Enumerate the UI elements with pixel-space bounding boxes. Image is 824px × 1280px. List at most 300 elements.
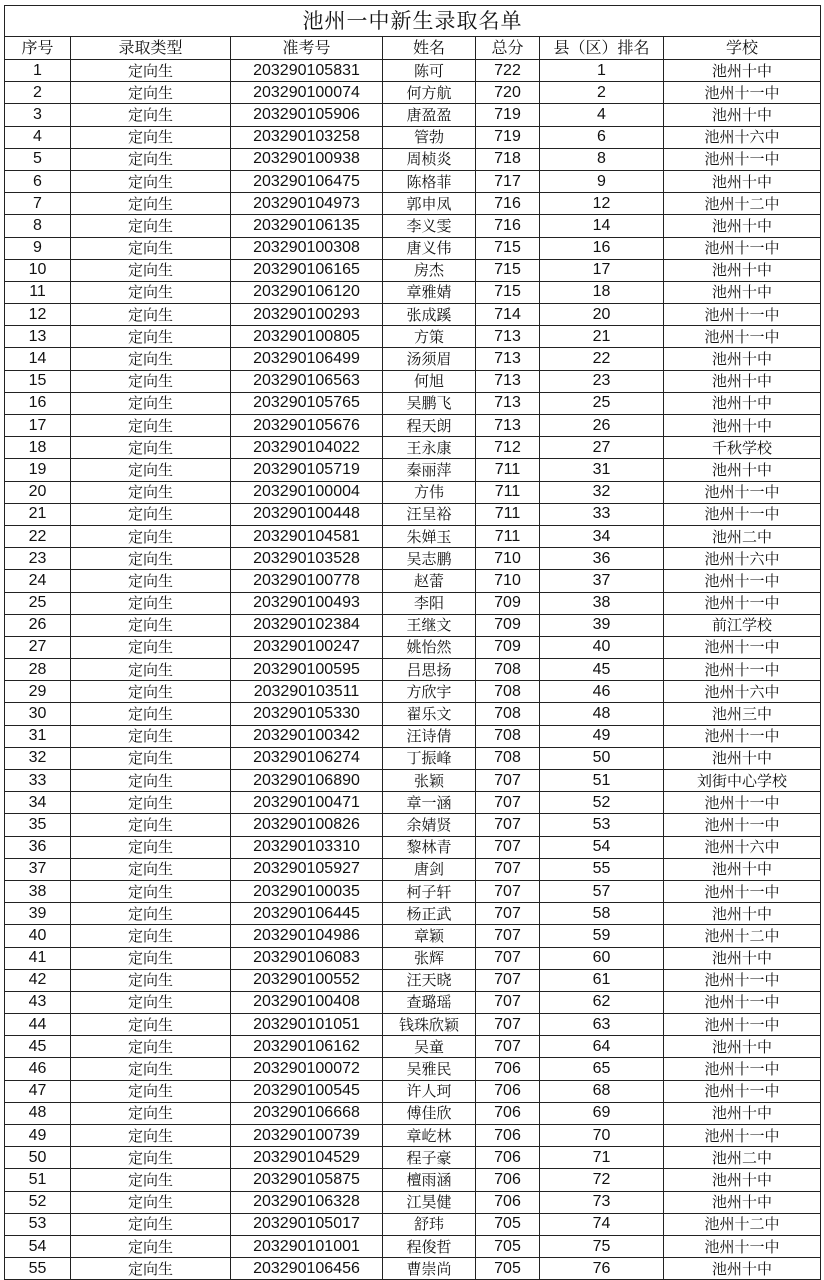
cell-total-score: 707	[476, 858, 540, 880]
cell-admission-type: 定向生	[71, 503, 231, 525]
cell-total-score: 720	[476, 82, 540, 104]
cell-name: 翟乐文	[383, 703, 476, 725]
cell-district-rank: 32	[540, 481, 664, 503]
cell-school: 池州十一中	[664, 1125, 821, 1147]
cell-exam-number: 203290100595	[231, 659, 383, 681]
cell-index: 6	[5, 170, 71, 192]
cell-index: 30	[5, 703, 71, 725]
cell-index: 54	[5, 1235, 71, 1257]
cell-index: 4	[5, 126, 71, 148]
cell-name: 吴志鹏	[383, 548, 476, 570]
cell-index: 43	[5, 991, 71, 1013]
cell-admission-type: 定向生	[71, 991, 231, 1013]
cell-admission-type: 定向生	[71, 770, 231, 792]
cell-total-score: 707	[476, 880, 540, 902]
cell-admission-type: 定向生	[71, 614, 231, 636]
cell-district-rank: 50	[540, 747, 664, 769]
cell-index: 49	[5, 1125, 71, 1147]
cell-total-score: 711	[476, 525, 540, 547]
cell-school: 池州十一中	[664, 1080, 821, 1102]
table-row	[5, 703, 821, 725]
cell-admission-type: 定向生	[71, 659, 231, 681]
cell-district-rank: 48	[540, 703, 664, 725]
cell-name: 江昊健	[383, 1191, 476, 1213]
cell-index: 8	[5, 215, 71, 237]
table-row	[5, 991, 821, 1013]
table-row	[5, 1147, 821, 1169]
cell-exam-number: 203290106165	[231, 259, 383, 281]
cell-exam-number: 203290100074	[231, 82, 383, 104]
cell-school: 池州十一中	[664, 481, 821, 503]
cell-district-rank: 59	[540, 925, 664, 947]
cell-name: 陈格菲	[383, 170, 476, 192]
cell-exam-number: 203290106162	[231, 1036, 383, 1058]
cell-name: 丁振峰	[383, 747, 476, 769]
cell-admission-type: 定向生	[71, 1258, 231, 1280]
cell-total-score: 713	[476, 415, 540, 437]
cell-school: 池州十中	[664, 459, 821, 481]
cell-school: 池州十六中	[664, 836, 821, 858]
cell-district-rank: 21	[540, 326, 664, 348]
cell-index: 29	[5, 681, 71, 703]
cell-index: 1	[5, 60, 71, 82]
table-row	[5, 326, 821, 348]
cell-name: 方欣宇	[383, 681, 476, 703]
cell-name: 王继文	[383, 614, 476, 636]
cell-name: 曹崇尚	[383, 1258, 476, 1280]
cell-district-rank: 76	[540, 1258, 664, 1280]
table-row	[5, 814, 821, 836]
cell-total-score: 707	[476, 903, 540, 925]
cell-admission-type: 定向生	[71, 858, 231, 880]
cell-exam-number: 203290106274	[231, 747, 383, 769]
cell-exam-number: 203290103511	[231, 681, 383, 703]
cell-district-rank: 58	[540, 903, 664, 925]
table-row	[5, 392, 821, 414]
cell-name: 汪诗倩	[383, 725, 476, 747]
cell-exam-number: 203290100004	[231, 481, 383, 503]
cell-school: 池州十一中	[664, 880, 821, 902]
cell-admission-type: 定向生	[71, 947, 231, 969]
cell-district-rank: 39	[540, 614, 664, 636]
cell-exam-number: 203290104986	[231, 925, 383, 947]
cell-total-score: 707	[476, 1014, 540, 1036]
cell-total-score: 707	[476, 991, 540, 1013]
cell-index: 15	[5, 370, 71, 392]
cell-name: 章颖	[383, 925, 476, 947]
cell-name: 黎林青	[383, 836, 476, 858]
cell-index: 36	[5, 836, 71, 858]
cell-admission-type: 定向生	[71, 437, 231, 459]
cell-district-rank: 12	[540, 193, 664, 215]
cell-exam-number: 203290100408	[231, 991, 383, 1013]
table-row	[5, 1125, 821, 1147]
cell-admission-type: 定向生	[71, 215, 231, 237]
cell-name: 章一涵	[383, 792, 476, 814]
cell-total-score: 713	[476, 326, 540, 348]
cell-total-score: 719	[476, 104, 540, 126]
admission-list-sheet	[4, 5, 820, 1277]
cell-name: 傅佳欣	[383, 1102, 476, 1124]
cell-index: 7	[5, 193, 71, 215]
cell-total-score: 708	[476, 725, 540, 747]
cell-school: 池州十一中	[664, 792, 821, 814]
cell-school: 池州十一中	[664, 503, 821, 525]
cell-name: 张成蹊	[383, 304, 476, 326]
cell-district-rank: 36	[540, 548, 664, 570]
cell-exam-number: 203290106083	[231, 947, 383, 969]
cell-name: 唐盈盈	[383, 104, 476, 126]
cell-total-score: 706	[476, 1191, 540, 1213]
cell-name: 何旭	[383, 370, 476, 392]
cell-name: 赵蕾	[383, 570, 476, 592]
cell-admission-type: 定向生	[71, 326, 231, 348]
table-row	[5, 659, 821, 681]
cell-admission-type: 定向生	[71, 392, 231, 414]
cell-admission-type: 定向生	[71, 126, 231, 148]
cell-exam-number: 203290106563	[231, 370, 383, 392]
cell-exam-number: 203290100448	[231, 503, 383, 525]
cell-index: 18	[5, 437, 71, 459]
cell-exam-number: 203290105017	[231, 1213, 383, 1235]
cell-name: 方策	[383, 326, 476, 348]
cell-district-rank: 2	[540, 82, 664, 104]
cell-admission-type: 定向生	[71, 747, 231, 769]
cell-admission-type: 定向生	[71, 1058, 231, 1080]
cell-total-score: 716	[476, 193, 540, 215]
cell-total-score: 712	[476, 437, 540, 459]
table-row	[5, 969, 821, 991]
cell-school: 池州十一中	[664, 725, 821, 747]
cell-total-score: 706	[476, 1147, 540, 1169]
cell-total-score: 718	[476, 148, 540, 170]
cell-index: 32	[5, 747, 71, 769]
cell-district-rank: 9	[540, 170, 664, 192]
cell-admission-type: 定向生	[71, 969, 231, 991]
header-row	[5, 37, 821, 60]
cell-admission-type: 定向生	[71, 814, 231, 836]
cell-index: 27	[5, 636, 71, 658]
cell-district-rank: 17	[540, 259, 664, 281]
cell-admission-type: 定向生	[71, 636, 231, 658]
cell-name: 姚怡然	[383, 636, 476, 658]
table-row	[5, 193, 821, 215]
cell-exam-number: 203290100739	[231, 1125, 383, 1147]
cell-school: 池州十中	[664, 281, 821, 303]
cell-index: 9	[5, 237, 71, 259]
cell-school: 池州十中	[664, 60, 821, 82]
cell-exam-number: 203290100552	[231, 969, 383, 991]
cell-district-rank: 38	[540, 592, 664, 614]
cell-district-rank: 40	[540, 636, 664, 658]
cell-school: 池州十中	[664, 903, 821, 925]
cell-admission-type: 定向生	[71, 1147, 231, 1169]
cell-school: 池州二中	[664, 1147, 821, 1169]
cell-district-rank: 55	[540, 858, 664, 880]
table-row	[5, 858, 821, 880]
table-row	[5, 1102, 821, 1124]
cell-district-rank: 61	[540, 969, 664, 991]
cell-index: 46	[5, 1058, 71, 1080]
table-row	[5, 947, 821, 969]
cell-school: 池州十中	[664, 858, 821, 880]
cell-exam-number: 203290103258	[231, 126, 383, 148]
cell-exam-number: 203290105927	[231, 858, 383, 880]
cell-admission-type: 定向生	[71, 570, 231, 592]
cell-name: 吴雅民	[383, 1058, 476, 1080]
cell-name: 余婧贤	[383, 814, 476, 836]
cell-school: 池州十六中	[664, 548, 821, 570]
cell-district-rank: 49	[540, 725, 664, 747]
cell-exam-number: 203290106668	[231, 1102, 383, 1124]
cell-school: 池州十中	[664, 1169, 821, 1191]
cell-exam-number: 203290100308	[231, 237, 383, 259]
cell-index: 55	[5, 1258, 71, 1280]
table-row	[5, 170, 821, 192]
cell-total-score: 709	[476, 614, 540, 636]
cell-index: 17	[5, 415, 71, 437]
cell-exam-number: 203290105765	[231, 392, 383, 414]
cell-total-score: 715	[476, 237, 540, 259]
cell-exam-number: 203290104973	[231, 193, 383, 215]
cell-index: 53	[5, 1213, 71, 1235]
cell-name: 王永康	[383, 437, 476, 459]
cell-school: 池州十中	[664, 348, 821, 370]
cell-district-rank: 60	[540, 947, 664, 969]
table-row	[5, 281, 821, 303]
cell-district-rank: 65	[540, 1058, 664, 1080]
cell-district-rank: 37	[540, 570, 664, 592]
cell-index: 51	[5, 1169, 71, 1191]
cell-index: 21	[5, 503, 71, 525]
cell-admission-type: 定向生	[71, 237, 231, 259]
table-row	[5, 82, 821, 104]
cell-admission-type: 定向生	[71, 193, 231, 215]
cell-school: 池州十中	[664, 415, 821, 437]
cell-index: 50	[5, 1147, 71, 1169]
cell-exam-number: 203290103528	[231, 548, 383, 570]
cell-total-score: 708	[476, 681, 540, 703]
cell-name: 李阳	[383, 592, 476, 614]
cell-total-score: 707	[476, 814, 540, 836]
cell-exam-number: 203290106456	[231, 1258, 383, 1280]
col-header-name: 姓名	[383, 37, 476, 60]
cell-district-rank: 70	[540, 1125, 664, 1147]
cell-total-score: 707	[476, 770, 540, 792]
cell-district-rank: 26	[540, 415, 664, 437]
cell-total-score: 705	[476, 1235, 540, 1257]
cell-total-score: 708	[476, 747, 540, 769]
cell-district-rank: 34	[540, 525, 664, 547]
cell-school: 池州十中	[664, 1102, 821, 1124]
cell-district-rank: 71	[540, 1147, 664, 1169]
cell-total-score: 706	[476, 1080, 540, 1102]
table-row	[5, 104, 821, 126]
cell-exam-number: 203290106890	[231, 770, 383, 792]
cell-exam-number: 203290105906	[231, 104, 383, 126]
cell-school: 池州二中	[664, 525, 821, 547]
cell-index: 22	[5, 525, 71, 547]
cell-district-rank: 45	[540, 659, 664, 681]
cell-name: 程子豪	[383, 1147, 476, 1169]
cell-exam-number: 203290104022	[231, 437, 383, 459]
cell-total-score: 711	[476, 481, 540, 503]
cell-exam-number: 203290100072	[231, 1058, 383, 1080]
cell-school: 池州十一中	[664, 991, 821, 1013]
table-row	[5, 725, 821, 747]
cell-school: 池州十一中	[664, 570, 821, 592]
table-row	[5, 437, 821, 459]
cell-district-rank: 31	[540, 459, 664, 481]
table-row	[5, 60, 821, 82]
cell-total-score: 707	[476, 947, 540, 969]
cell-total-score: 715	[476, 259, 540, 281]
cell-name: 舒玮	[383, 1213, 476, 1235]
cell-name: 汪天晓	[383, 969, 476, 991]
cell-district-rank: 63	[540, 1014, 664, 1036]
table-row	[5, 903, 821, 925]
cell-name: 汪呈裕	[383, 503, 476, 525]
cell-admission-type: 定向生	[71, 1080, 231, 1102]
cell-school: 池州十中	[664, 259, 821, 281]
cell-exam-number: 203290100247	[231, 636, 383, 658]
table-body	[5, 60, 821, 1280]
cell-name: 钱珠欣颖	[383, 1014, 476, 1036]
cell-school: 池州十一中	[664, 1014, 821, 1036]
cell-exam-number: 203290100035	[231, 880, 383, 902]
cell-name: 管勃	[383, 126, 476, 148]
cell-index: 23	[5, 548, 71, 570]
cell-index: 31	[5, 725, 71, 747]
cell-district-rank: 16	[540, 237, 664, 259]
cell-index: 48	[5, 1102, 71, 1124]
cell-index: 3	[5, 104, 71, 126]
cell-admission-type: 定向生	[71, 304, 231, 326]
cell-name: 杨正武	[383, 903, 476, 925]
cell-district-rank: 57	[540, 880, 664, 902]
cell-exam-number: 203290100293	[231, 304, 383, 326]
col-header-school: 学校	[664, 37, 821, 60]
cell-name: 房杰	[383, 259, 476, 281]
cell-admission-type: 定向生	[71, 60, 231, 82]
cell-index: 5	[5, 148, 71, 170]
cell-admission-type: 定向生	[71, 415, 231, 437]
cell-exam-number: 203290106475	[231, 170, 383, 192]
cell-index: 14	[5, 348, 71, 370]
table-row	[5, 1191, 821, 1213]
cell-district-rank: 46	[540, 681, 664, 703]
table-row	[5, 925, 821, 947]
cell-admission-type: 定向生	[71, 1191, 231, 1213]
page-title: 池州一中新生录取名单	[5, 6, 821, 37]
cell-total-score: 709	[476, 592, 540, 614]
cell-index: 12	[5, 304, 71, 326]
cell-admission-type: 定向生	[71, 459, 231, 481]
cell-exam-number: 203290100545	[231, 1080, 383, 1102]
table-row	[5, 880, 821, 902]
cell-exam-number: 203290106120	[231, 281, 383, 303]
cell-exam-number: 203290104529	[231, 1147, 383, 1169]
cell-admission-type: 定向生	[71, 703, 231, 725]
cell-school: 池州十一中	[664, 82, 821, 104]
table-row	[5, 548, 821, 570]
cell-district-rank: 18	[540, 281, 664, 303]
cell-name: 李义雯	[383, 215, 476, 237]
table-row	[5, 415, 821, 437]
cell-index: 45	[5, 1036, 71, 1058]
cell-district-rank: 8	[540, 148, 664, 170]
cell-admission-type: 定向生	[71, 1213, 231, 1235]
cell-name: 吴童	[383, 1036, 476, 1058]
cell-index: 41	[5, 947, 71, 969]
cell-school: 池州十一中	[664, 592, 821, 614]
cell-district-rank: 1	[540, 60, 664, 82]
cell-total-score: 716	[476, 215, 540, 237]
cell-index: 40	[5, 925, 71, 947]
cell-school: 池州十中	[664, 1036, 821, 1058]
cell-index: 2	[5, 82, 71, 104]
cell-exam-number: 203290105330	[231, 703, 383, 725]
cell-admission-type: 定向生	[71, 104, 231, 126]
cell-exam-number: 203290102384	[231, 614, 383, 636]
cell-total-score: 707	[476, 792, 540, 814]
cell-exam-number: 203290105875	[231, 1169, 383, 1191]
cell-total-score: 711	[476, 503, 540, 525]
admission-table	[4, 5, 821, 1280]
cell-index: 13	[5, 326, 71, 348]
col-header-exam-number: 准考号	[231, 37, 383, 60]
cell-name: 吕思扬	[383, 659, 476, 681]
cell-index: 39	[5, 903, 71, 925]
cell-total-score: 708	[476, 703, 540, 725]
cell-district-rank: 52	[540, 792, 664, 814]
table-row	[5, 215, 821, 237]
table-row	[5, 1036, 821, 1058]
cell-admission-type: 定向生	[71, 592, 231, 614]
cell-name: 许人珂	[383, 1080, 476, 1102]
cell-exam-number: 203290105831	[231, 60, 383, 82]
cell-name: 何方航	[383, 82, 476, 104]
cell-admission-type: 定向生	[71, 1014, 231, 1036]
cell-school: 池州十一中	[664, 148, 821, 170]
cell-district-rank: 68	[540, 1080, 664, 1102]
cell-name: 秦丽萍	[383, 459, 476, 481]
cell-district-rank: 73	[540, 1191, 664, 1213]
cell-admission-type: 定向生	[71, 1102, 231, 1124]
cell-total-score: 707	[476, 969, 540, 991]
cell-exam-number: 203290100938	[231, 148, 383, 170]
cell-total-score: 710	[476, 548, 540, 570]
cell-exam-number: 203290104581	[231, 525, 383, 547]
cell-name: 檀雨涵	[383, 1169, 476, 1191]
cell-name: 程天朗	[383, 415, 476, 437]
cell-name: 汤须眉	[383, 348, 476, 370]
cell-name: 郭申凤	[383, 193, 476, 215]
cell-name: 柯子轩	[383, 880, 476, 902]
cell-school: 池州十一中	[664, 1235, 821, 1257]
cell-index: 10	[5, 259, 71, 281]
cell-name: 章屹林	[383, 1125, 476, 1147]
cell-admission-type: 定向生	[71, 792, 231, 814]
cell-district-rank: 4	[540, 104, 664, 126]
cell-school: 池州十一中	[664, 814, 821, 836]
table-row	[5, 503, 821, 525]
table-row	[5, 1014, 821, 1036]
cell-district-rank: 51	[540, 770, 664, 792]
table-row	[5, 570, 821, 592]
table-row	[5, 592, 821, 614]
cell-index: 33	[5, 770, 71, 792]
